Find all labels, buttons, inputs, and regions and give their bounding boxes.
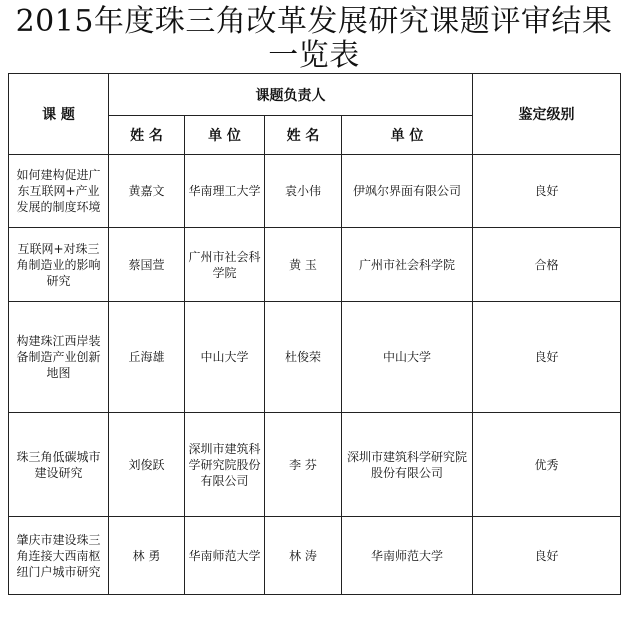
table-row: [9, 413, 621, 517]
leader-unit-cell: 华南理工大学: [185, 155, 265, 228]
member-unit-cell: 华南师范大学: [342, 517, 473, 595]
leader-name-cell: 林 勇: [109, 517, 185, 595]
header-rating: 鉴定级别: [473, 74, 621, 155]
leader-unit-cell: 中山大学: [185, 302, 265, 413]
rating-cell: 良好: [473, 155, 621, 228]
member-unit-cell: 伊飒尔界面有限公司: [342, 155, 473, 228]
header-row-1: [9, 74, 621, 116]
member-unit-cell: 广州市社会科学院: [342, 228, 473, 302]
member-name-cell: 黄 玉: [265, 228, 342, 302]
header-unit-2: 单 位: [342, 116, 473, 155]
member-name-cell: 林 涛: [265, 517, 342, 595]
results-table: [8, 73, 621, 595]
topic-cell: 肇庆市建设珠三角连接大西南枢纽门户城市研究: [9, 517, 109, 595]
member-name-cell: 杜俊荣: [265, 302, 342, 413]
leader-name-cell: 刘俊跃: [109, 413, 185, 517]
header-name-2: 姓 名: [265, 116, 342, 155]
topic-cell: 珠三角低碳城市建设研究: [9, 413, 109, 517]
member-name-cell: 袁小伟: [265, 155, 342, 228]
header-leader-group: 课题负责人: [109, 74, 473, 116]
table-row: [9, 228, 621, 302]
header-name-1: 姓 名: [109, 116, 185, 155]
rating-cell: 良好: [473, 302, 621, 413]
rating-cell: 合格: [473, 228, 621, 302]
member-unit-cell: 深圳市建筑科学研究院股份有限公司: [342, 413, 473, 517]
header-topic: 课 题: [9, 74, 109, 155]
document-title-line2: 一览表: [268, 38, 360, 73]
document-title-line1: 2015年度珠三角改革发展研究课题评审结果: [15, 4, 613, 39]
member-unit-cell: 中山大学: [342, 302, 473, 413]
topic-cell: 互联网+对珠三角制造业的影响研究: [9, 228, 109, 302]
header-unit-1: 单 位: [185, 116, 265, 155]
leader-unit-cell: 广州市社会科学院: [185, 228, 265, 302]
table-row: [9, 155, 621, 228]
leader-name-cell: 黄嘉文: [109, 155, 185, 228]
topic-cell: 构建珠江西岸装备制造产业创新地图: [9, 302, 109, 413]
leader-unit-cell: 华南师范大学: [185, 517, 265, 595]
leader-name-cell: 蔡国萱: [109, 228, 185, 302]
topic-cell: 如何建构促进广东互联网+产业发展的制度环境: [9, 155, 109, 228]
member-name-cell: 李 芬: [265, 413, 342, 517]
table-row: [9, 302, 621, 413]
leader-unit-cell: 深圳市建筑科学研究院股份有限公司: [185, 413, 265, 517]
rating-cell: 良好: [473, 517, 621, 595]
rating-cell: 优秀: [473, 413, 621, 517]
table-row: [9, 517, 621, 595]
leader-name-cell: 丘海雄: [109, 302, 185, 413]
